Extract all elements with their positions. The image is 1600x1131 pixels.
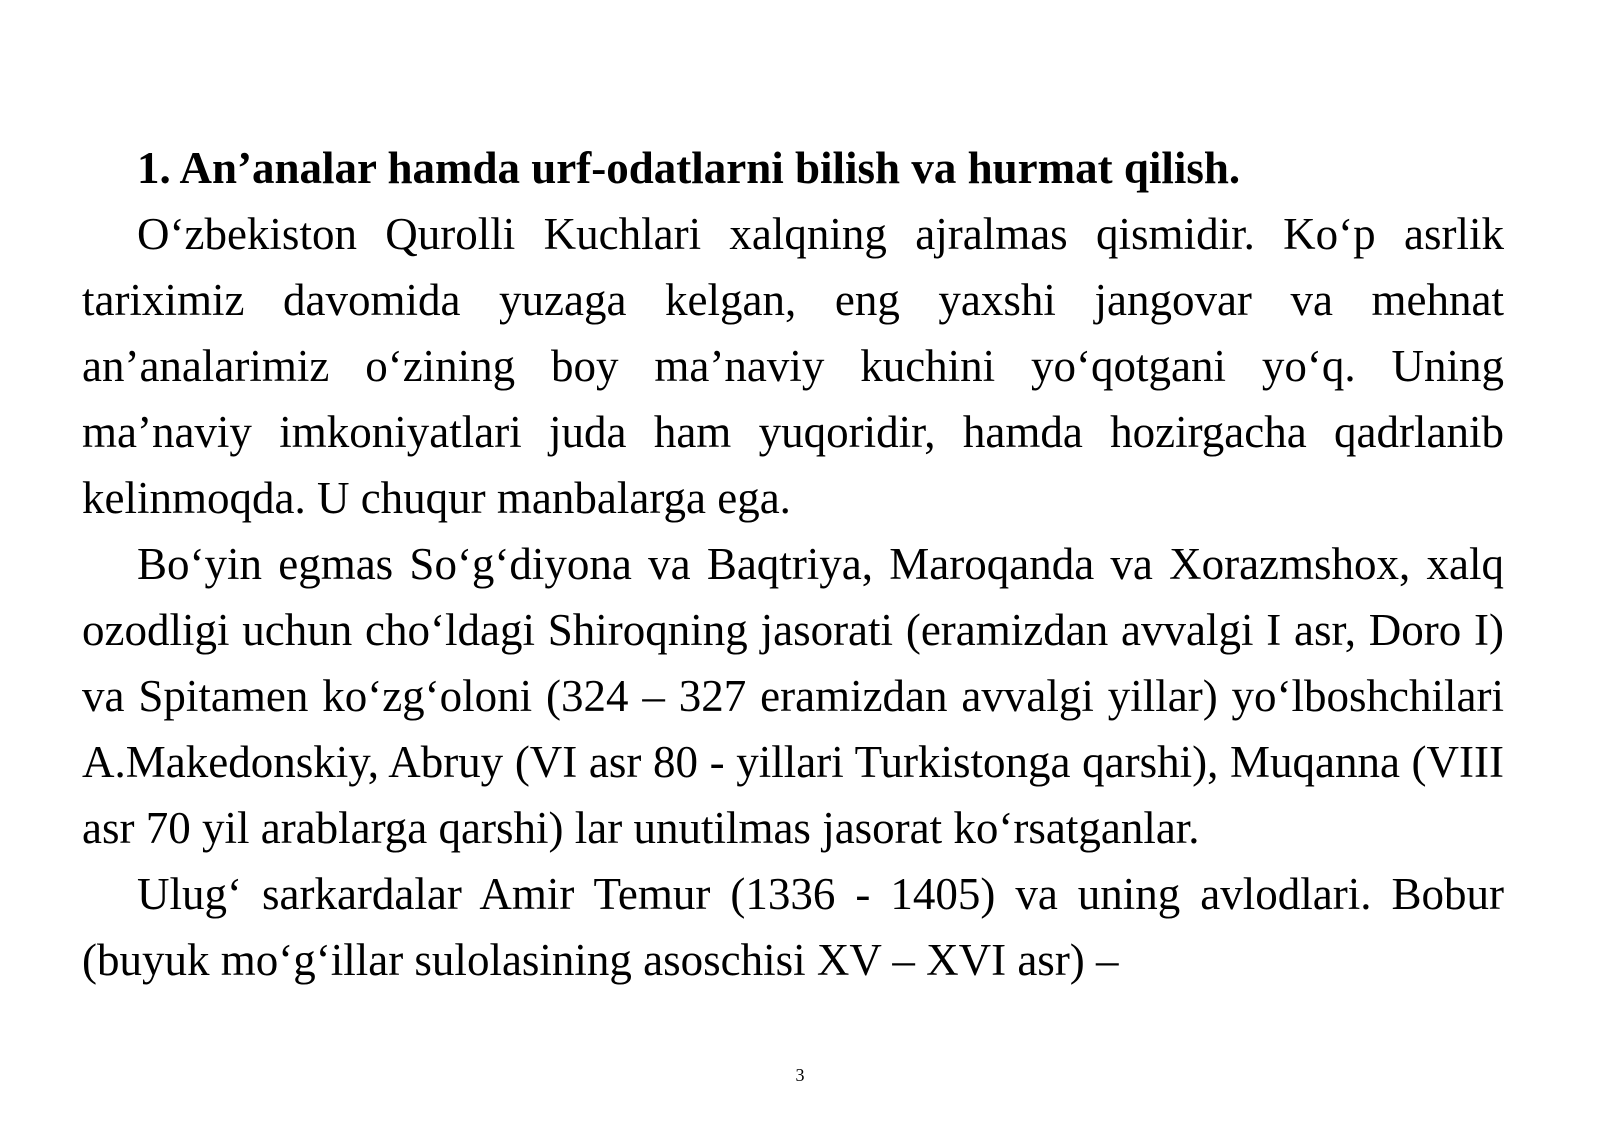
section-heading: 1. An’analar hamda urf-odatlarni bilish va hurmat qilish.	[137, 143, 1241, 193]
paragraph-2: Bo‘yin egmas So‘g‘diyona va Baqtriya, Maroqanda va Xorazmshox, xalq ozodligi uchun cho‘ldagi Shiroqning jasorati (eramizdan avvalgi I asr, Doro I) va Spitamen ko‘zg‘oloni (324 – 327 eramizdan avvalgi yillar) yo‘lboshchilari A.Makedonskiy, Abruy (VI asr 80 - yillari Turkistonga qarshi), Muqanna (VIII asr 70 yil arablarga qarshi) lar unutilmas jasorat ko‘rsatganlar.	[82, 539, 1504, 853]
page-number: 3	[795, 1065, 805, 1085]
page-content	[82, 135, 1504, 993]
paragraph-1: O‘zbekiston Qurolli Kuchlari xalqning ajralmas qismidir. Ko‘p asrlik tariximiz davomida yuzaga kelgan, eng yaxshi jangovar va mehnat an’analarimiz o‘zining boy ma’naviy kuchini yo‘qotgani yo‘q. Uning ma’naviy imkoniyatlari juda ham yuqoridir, hamda hozirgacha qadrlanib kelinmoqda. U chuqur manbalarga ega.	[82, 209, 1504, 523]
paragraph-3: Ulug‘ sarkardalar Amir Temur (1336 - 1405) va uning avlodlari. Bobur (buyuk mo‘g‘illar sulolasining asoschisi XV – XVI asr) –	[82, 869, 1504, 985]
